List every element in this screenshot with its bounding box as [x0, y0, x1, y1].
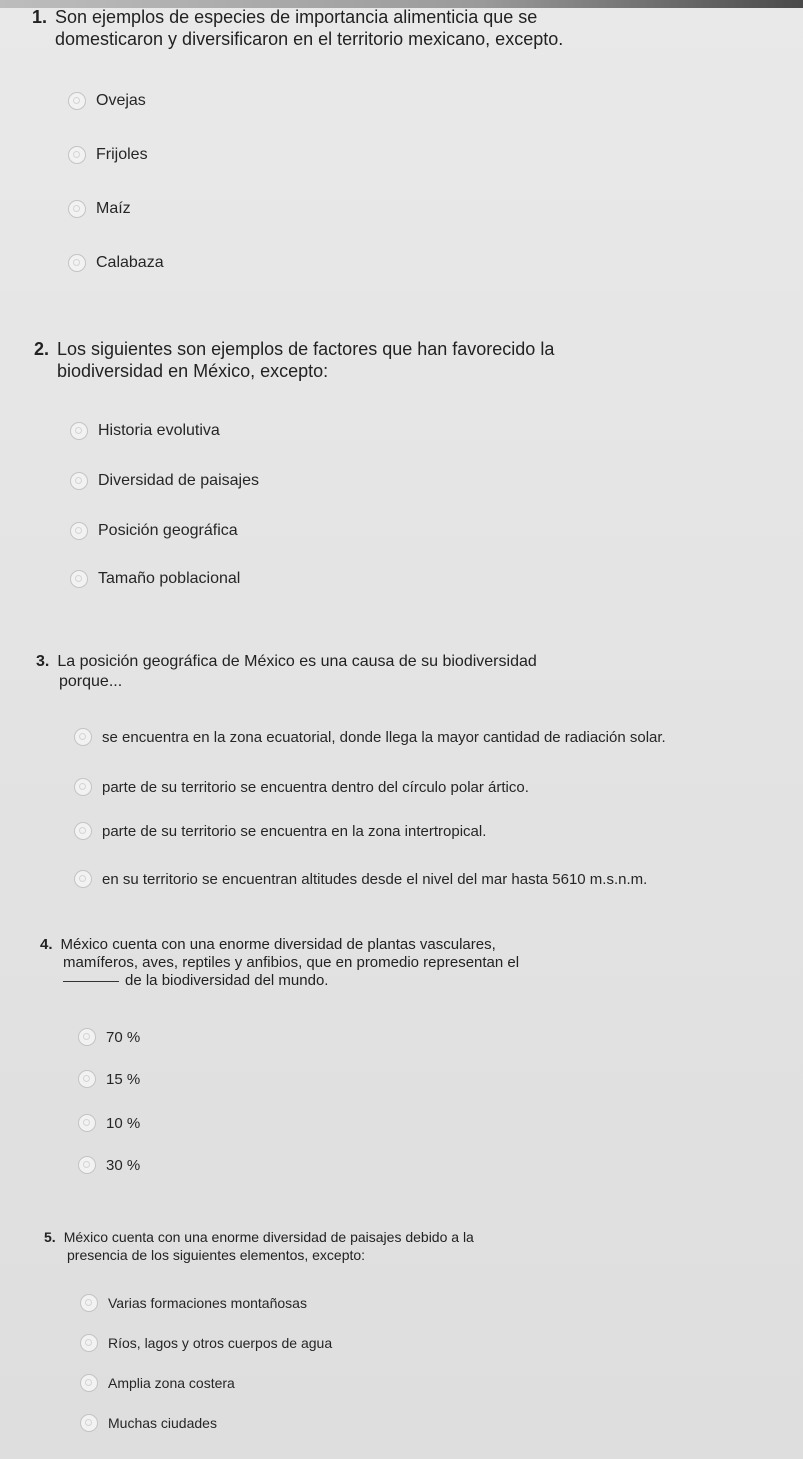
question-2-text: 2. Los siguientes son ejemplos de factores que han favorecido la biodiversidad en México, excepto: [34, 339, 555, 381]
question-2-option-3[interactable]: Posición geográfica [70, 522, 238, 540]
radio-button[interactable] [80, 1334, 98, 1352]
question-2-option-2[interactable]: Diversidad de paisajes [70, 472, 259, 490]
radio-button[interactable] [80, 1374, 98, 1392]
question-3-option-2[interactable]: parte de su territorio se encuentra dentro del círculo polar ártico. [74, 778, 529, 796]
question-4-number: 4. [40, 936, 53, 953]
radio-button[interactable] [68, 92, 86, 110]
radio-button[interactable] [74, 822, 92, 840]
question-1 [32, 6, 563, 50]
question-2-number: 2. [34, 339, 50, 359]
radio-button[interactable] [74, 778, 92, 796]
question-3 [36, 652, 537, 692]
question-5 [44, 1228, 474, 1264]
radio-button[interactable] [78, 1114, 96, 1132]
question-1-text: 1. Son ejemplos de especies de importancia alimenticia que se domesticaron y diversificaron en el territorio mexicano, excepto. [32, 7, 564, 49]
question-4-text: 4. México cuenta con una enorme diversidad de plantas vasculares, mamíferos, aves, reptiles y anfibios, que en promedio representan el de la biodiversidad del mundo. [40, 936, 520, 989]
question-2-option-1[interactable]: Historia evolutiva [70, 422, 220, 440]
question-4 [40, 936, 519, 990]
radio-button[interactable] [80, 1294, 98, 1312]
radio-button[interactable] [68, 254, 86, 272]
radio-button[interactable] [74, 728, 92, 746]
question-3-option-1[interactable]: se encuentra en la zona ecuatorial, donde llega la mayor cantidad de radiación solar. [74, 728, 666, 746]
question-3-option-4[interactable]: en su territorio se encuentran altitudes desde el nivel del mar hasta 5610 m.s.n.m. [74, 870, 647, 888]
question-3-option-3[interactable]: parte de su territorio se encuentra en la zona intertropical. [74, 822, 486, 840]
question-5-option-3[interactable]: Amplia zona costera [80, 1374, 235, 1392]
question-1-option-1[interactable]: Ovejas [68, 92, 146, 110]
question-5-option-1[interactable]: Varias formaciones montañosas [80, 1294, 307, 1312]
question-3-number: 3. [36, 653, 50, 670]
radio-button[interactable] [70, 422, 88, 440]
question-5-text: 5. México cuenta con una enorme diversidad de paisajes debido a la presencia de los siguientes elementos, excepto: [44, 1229, 474, 1263]
radio-button[interactable] [80, 1414, 98, 1432]
question-4-option-1[interactable]: 70 % [78, 1028, 140, 1046]
radio-button[interactable] [70, 570, 88, 588]
question-5-number: 5. [44, 1229, 56, 1245]
question-5-option-4[interactable]: Muchas ciudades [80, 1414, 217, 1432]
question-4-option-4[interactable]: 30 % [78, 1156, 140, 1174]
question-4-option-3[interactable]: 10 % [78, 1114, 140, 1132]
radio-button[interactable] [70, 522, 88, 540]
question-4-option-2[interactable]: 15 % [78, 1070, 140, 1088]
answer-blank [63, 981, 119, 982]
question-1-option-3[interactable]: Maíz [68, 200, 131, 218]
question-1-option-2[interactable]: Frijoles [68, 146, 148, 164]
question-1-option-4[interactable]: Calabaza [68, 254, 164, 272]
radio-button[interactable] [78, 1156, 96, 1174]
radio-button[interactable] [78, 1028, 96, 1046]
radio-button[interactable] [68, 200, 86, 218]
question-2-option-4[interactable]: Tamaño poblacional [70, 570, 240, 588]
question-1-number: 1. [32, 7, 48, 27]
radio-button[interactable] [68, 146, 86, 164]
radio-button[interactable] [78, 1070, 96, 1088]
radio-button[interactable] [74, 870, 92, 888]
question-5-option-2[interactable]: Ríos, lagos y otros cuerpos de agua [80, 1334, 332, 1352]
question-3-text: 3. La posición geográfica de México es una causa de su biodiversidad porque... [36, 653, 537, 690]
question-2 [34, 338, 554, 382]
radio-button[interactable] [70, 472, 88, 490]
